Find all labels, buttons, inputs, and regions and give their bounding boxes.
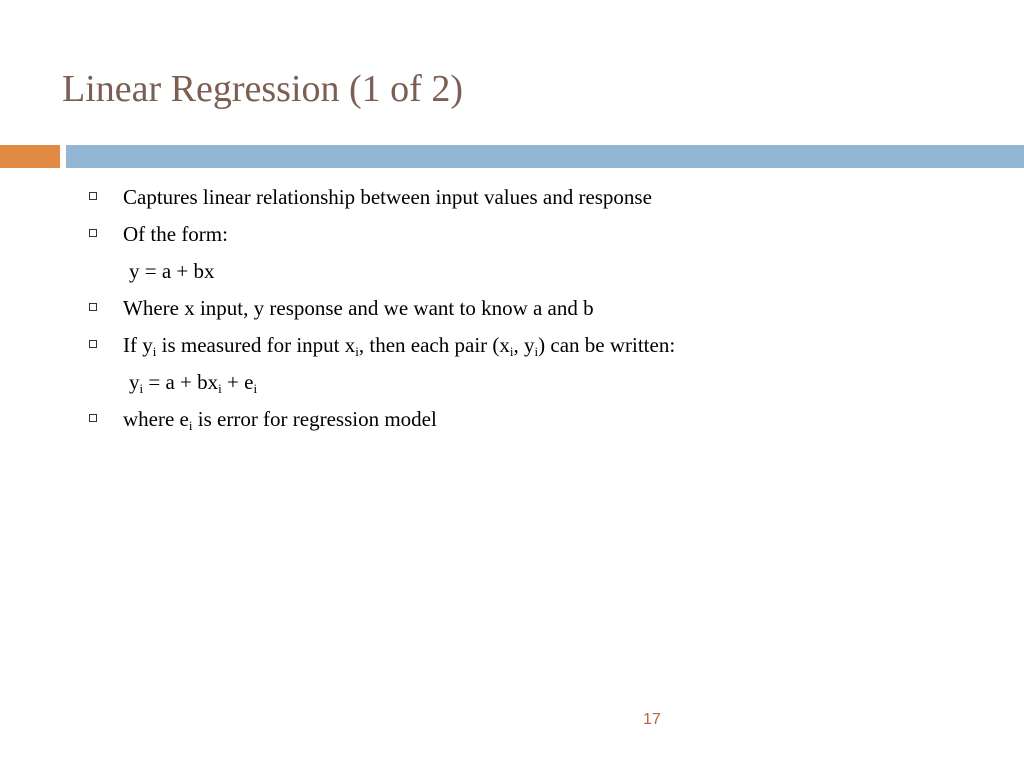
square-bullet-icon (89, 303, 97, 311)
text-segment: If y (123, 333, 153, 357)
square-bullet-icon (89, 229, 97, 237)
subscript: i (139, 381, 144, 396)
bullet-text: Where x input, y response and we want to know a and b (123, 296, 594, 320)
text-segment: , y (513, 333, 535, 357)
subscript: i (188, 418, 193, 433)
equation-text: y = a + bx (129, 259, 215, 283)
text-segment: is measured for input x (156, 333, 356, 357)
text-segment: is error for regression model (192, 407, 437, 431)
bullet-list (86, 182, 986, 441)
slide-title: Linear Regression (1 of 2) (62, 68, 463, 110)
text-segment: ) can be written: (538, 333, 676, 357)
bullet-item (86, 404, 986, 441)
accent-bar-orange (0, 145, 60, 168)
accent-bar-blue (66, 145, 1024, 168)
subscript: i (355, 344, 359, 359)
subscript: i (509, 344, 514, 359)
square-bullet-icon (89, 414, 97, 422)
bullet-text: Of the form: (123, 222, 228, 246)
bullet-item (86, 182, 986, 219)
equation-line (86, 256, 986, 293)
equation-line (86, 367, 986, 404)
text-segment: where e (123, 407, 189, 431)
subscript: i (218, 381, 222, 396)
subscript: i (534, 344, 539, 359)
text-segment: y (129, 370, 140, 394)
subscript: i (152, 344, 157, 359)
square-bullet-icon (89, 192, 97, 200)
bullet-item (86, 330, 986, 367)
bullet-text (123, 407, 437, 433)
subscript: i (253, 381, 258, 396)
text-segment: , then each pair (x (358, 333, 510, 357)
square-bullet-icon (89, 340, 97, 348)
text-segment: = a + bx (143, 370, 219, 394)
bullet-text: Captures linear relationship between input values and response (123, 185, 652, 209)
bullet-text (123, 333, 676, 359)
equation-text (129, 370, 258, 396)
text-segment: + e (221, 370, 254, 394)
bullet-item (86, 219, 986, 256)
page-number: 17 (643, 711, 661, 728)
bullet-item (86, 293, 986, 330)
